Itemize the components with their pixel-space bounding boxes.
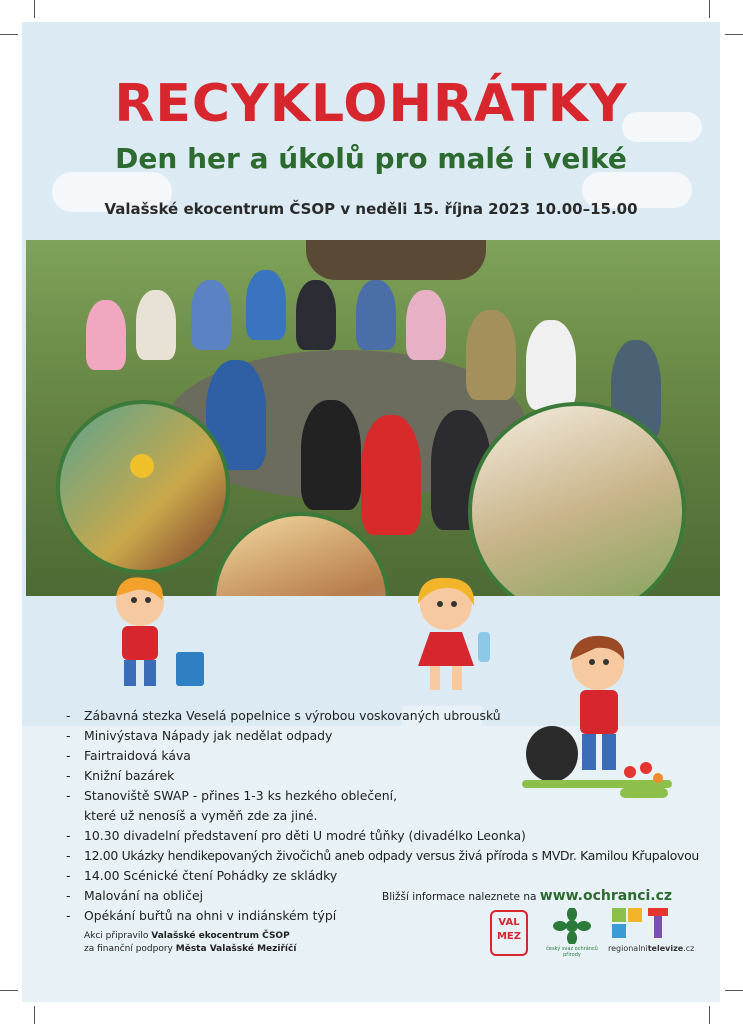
rtv-logo-text <box>608 944 694 953</box>
rtv-square-icon <box>654 916 662 938</box>
crop-mark <box>725 34 743 35</box>
list-item-continuation: které už nenosíš a vyměň zde za jiné. <box>84 808 318 823</box>
valmez-logo-text: VAL MEZ <box>496 917 522 942</box>
crop-mark <box>34 1006 35 1024</box>
list-item: - Opékání buřtů na ohni v indiánském týpí <box>66 906 706 926</box>
csop-logo-text: český svaz ochránců přírody <box>546 946 598 958</box>
page-title: RECYKLOHRÁTKY <box>114 74 628 134</box>
rtv-square-icon <box>612 924 626 938</box>
credit-org: Valašské ekocentrum ČSOP <box>151 931 290 941</box>
info-prefix: Bližší informace naleznete na <box>382 891 537 903</box>
csop-logo <box>542 908 602 958</box>
list-item: - Minivýstava Nápady jak nedělat odpady <box>66 726 706 746</box>
rtv-square-icon <box>648 908 668 916</box>
list-item: - 14.00 Scénické čtení Pohádky ze skládky <box>66 866 706 886</box>
photo-fence <box>306 240 486 280</box>
list-item: - 10.30 divadelní představení pro děti U modré tůňky (divadélko Leonka) <box>66 826 706 846</box>
photo-child <box>136 290 176 360</box>
photo-child <box>406 290 446 360</box>
photo-child <box>246 270 286 340</box>
info-url[interactable]: www.ochranci.cz <box>539 888 673 904</box>
info-line <box>382 888 672 904</box>
rtv-bold: televize <box>647 944 684 953</box>
photo-child <box>356 280 396 350</box>
girl-bottle-icon <box>404 574 504 694</box>
rtv-prefix: regionalni <box>608 944 648 953</box>
photo-child <box>526 320 576 410</box>
child-recycling-icon <box>100 574 210 692</box>
rtv-square-icon <box>628 908 642 922</box>
list-item: - Knižní bazárek <box>66 766 706 786</box>
photo-child <box>466 310 516 400</box>
crop-mark <box>725 990 743 991</box>
credit-prefix: Akci připravilo <box>84 931 149 941</box>
rtv-logo <box>608 908 695 958</box>
crop-mark <box>34 0 35 18</box>
credit-org: Města Valašské Meziříčí <box>175 944 297 954</box>
credit-prefix: za finanční podpory <box>84 944 173 954</box>
photo-child <box>191 280 231 350</box>
list-item <box>66 786 706 826</box>
list-item: - Malování na obličej <box>66 886 706 906</box>
poster <box>22 22 720 1002</box>
credit <box>84 930 296 956</box>
bee-icon <box>130 454 154 478</box>
valmez-logo <box>490 910 528 956</box>
photo-child <box>301 400 361 510</box>
photo-circle-theatre <box>56 400 230 574</box>
crop-mark <box>709 0 710 18</box>
photo-child <box>86 300 126 370</box>
csop-leaf-icon <box>550 908 594 944</box>
crop-mark <box>709 1006 710 1024</box>
photo-child <box>361 415 421 535</box>
crop-mark <box>0 34 18 35</box>
list-item-text: Stanoviště SWAP - přines 1-3 ks hezkého oblečení, <box>84 788 398 803</box>
list-item: - Fairtraidová káva <box>66 746 706 766</box>
rtv-suffix: .cz <box>683 944 695 953</box>
event-line: Valašské ekocentrum ČSOP v neděli 15. října 2023 10.00–15.00 <box>104 200 638 218</box>
rtv-square-icon <box>612 908 626 922</box>
page-subtitle: Den her a úkolů pro malé i velké <box>115 142 627 175</box>
list-item: - Zábavná stezka Veselá popelnice s výrobou voskovaných ubrousků <box>66 706 706 726</box>
list-item: - 12.00 Ukázky hendikepovaných živočichů aneb odpady versus živá příroda s MVDr. Kamilou Křupalovou <box>66 846 706 866</box>
photo-child <box>296 280 336 350</box>
crop-mark <box>0 990 18 991</box>
